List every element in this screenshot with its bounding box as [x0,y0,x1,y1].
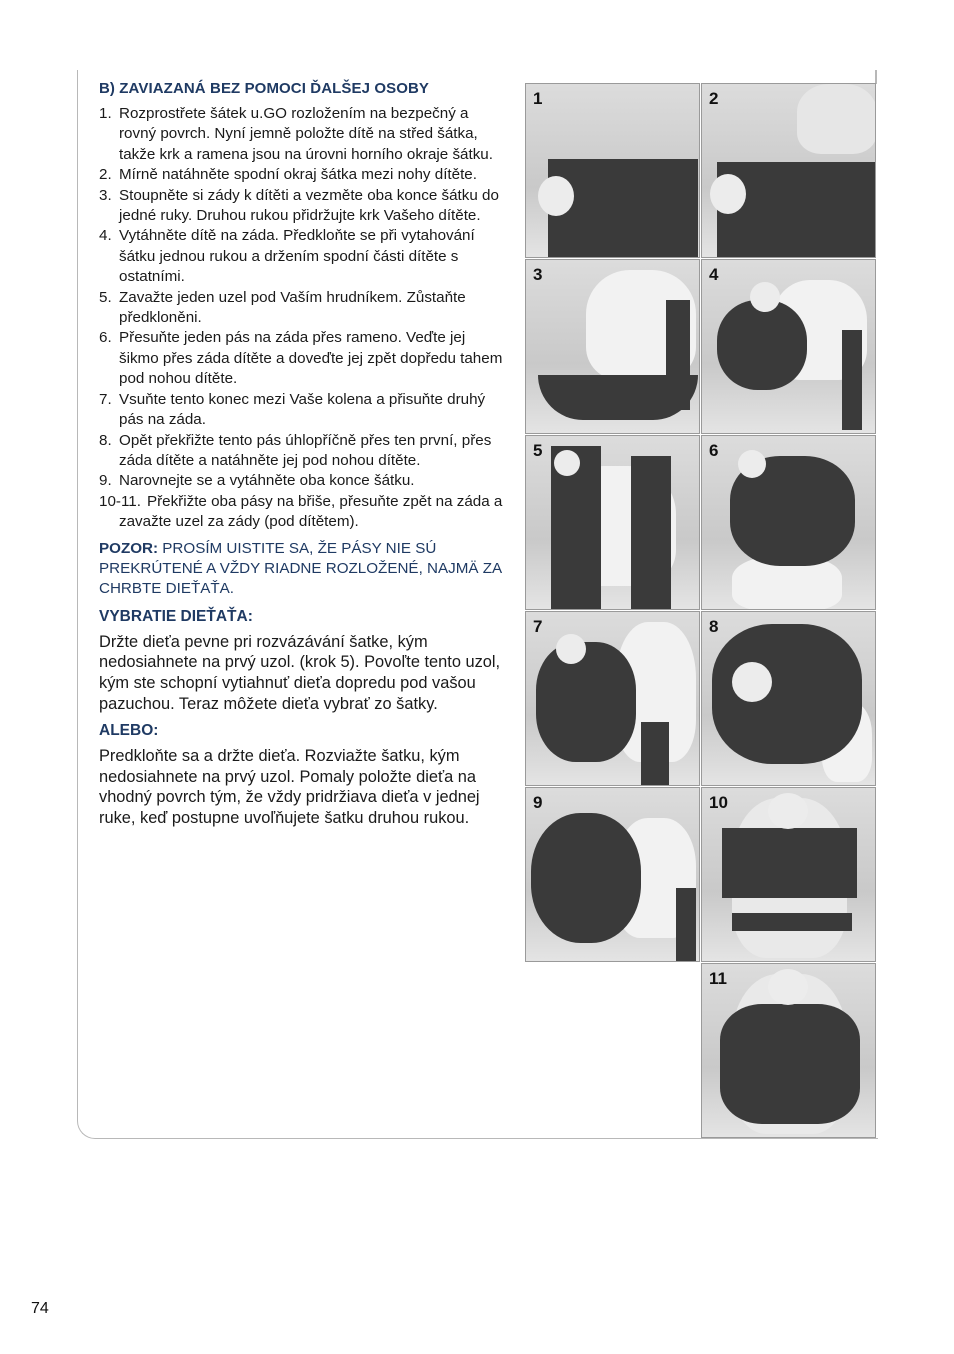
step-text: Překřižte oba pásy na břiše, přesuňte zpět na záda a zavažte uzel za zády (pod dítětem). [119,492,503,531]
photo-label: 3 [533,265,543,284]
frame-edge [875,70,877,84]
remove-paragraph: Držte dieťa pevne pri rozvázávání šatke, kým nedosiahnete na prvý uzol. (krok 5). Povoľte tento uzol, kým ste schopní vytiahnuť dieťa dopredu pod vašou pazuchou. Teraz môžete dieťa vybrať zo šatky. [99,632,501,713]
adult-pulling-ends-photo [525,787,700,962]
warning-text: PROSÍM UISTITE SA, ŽE PÁSY NIE SÚ PREKRÚTENÉ A VŽDY RIADNE ROZLOŽENÉ, NAJMÄ ZA CHRBTE DIEŤAŤA. [99,539,502,598]
step-item [99,186,507,227]
photo-label: 7 [533,617,543,636]
photo-label: 11 [709,969,727,988]
step-item [99,328,507,389]
step-number: 7. [99,390,112,408]
step-number: 2. [99,166,112,184]
adult-tying-knot-photo [525,435,700,610]
remove-heading: VYBRATIE DIEŤAŤA: [99,607,253,625]
step-text: Vsuňte tento konec mezi Vaše kolena a přisuňte druhý pás na záda. [119,390,486,429]
photo-label: 10 [709,793,728,812]
step-number: 6. [99,329,112,347]
step-item [99,390,507,431]
step-item [99,431,507,472]
instructions-column [99,80,507,829]
photo-label: 6 [709,441,719,460]
step-text: Zavažte jeden uzel pod Vaším hrudníkem. Zůstaňte předkloněni. [119,288,466,327]
adult-lifting-baby-on-back-photo [701,259,876,434]
step-text: Mírně natáhněte spodní okraj šátka mezi nohy dítěte. [119,166,477,184]
step-text: Přesuňte jeden pás na záda přes rameno. Veďte jej šikmo přes záda dítěte a doveďte jej zpět dopředu tahem pod nohou dítěte. [119,329,503,388]
photo-label: 9 [533,793,543,812]
step-text: Stoupněte si zády k dítěti a vezměte oba konce šátku do jedné ruky. Druhou rukou přidržujte krk Vašeho dítěte. [119,186,499,225]
photo-label: 8 [709,617,719,636]
step-photos-grid [525,83,877,1138]
photo-label: 2 [709,89,719,108]
step-number: 3. [99,186,112,204]
step-number: 8. [99,431,112,449]
adult-bent-forward-baby-on-back-photo [701,435,876,610]
warning-note [99,539,507,600]
step-text: Opět překřižte tento pás úhlopříčně přes ten první, přes záda dítěte a natáhněte jej pod nohou dítěte. [119,431,492,469]
step-number: 10-11. [99,492,141,510]
or-paragraph: Predkloňte sa a držte dieťa. Rozviažte šatku, kým nedosiahnete na prvý uzol. Pomaly položte dieťa na vhodný povrch tým, že vždy pridržiava dieťa v jednej ruke, keď postupne uvoľňujete šatku druhou rukou. [99,747,480,827]
knot-tied-at-back-photo [701,963,876,1138]
step-item [99,492,507,533]
adult-passing-band-over-shoulder-photo [525,611,700,786]
section-heading: B) ZAVIAZANÁ BEZ POMOCI ĎALŠEJ OSOBY [99,80,430,97]
band-crossed-over-baby-photo [701,611,876,786]
step-text: Rozprostřete šátek u.GO rozložením na bezpečný a rovný povrch. Nyní jemně položte dítě na střed šátka, takže krk a ramena jsou na úrovni horního okraje šátku. [119,105,493,163]
step-text: Vytáhněte dítě na záda. Předkloňte se při vytahování šátku jednou rukou a držením spodní části dítěte s ostatními. [119,227,475,286]
step-item [99,288,507,329]
step-item [99,165,507,185]
step-number: 5. [99,288,112,306]
photo-label: 5 [533,441,543,460]
baby-lying-on-sling-photo [525,83,700,258]
step-item [99,104,507,165]
bands-crossed-on-belly-photo [701,787,876,962]
photo-label: 1 [533,89,543,108]
steps-list [99,104,507,533]
step-item [99,471,507,491]
or-heading: ALEBO: [99,722,159,740]
step-number: 1. [99,105,112,122]
page-number: 74 [31,1300,49,1317]
step-number: 4. [99,227,112,245]
adult-back-to-baby-holding-sling-photo [525,259,700,434]
adult-placing-baby-on-sling-photo [701,83,876,258]
warning-label: POZOR: [99,539,159,557]
step-item [99,226,507,287]
step-number: 9. [99,472,112,490]
photo-label: 4 [709,265,719,284]
step-text: Narovnejte se a vytáhněte oba konce šátku. [119,472,415,490]
